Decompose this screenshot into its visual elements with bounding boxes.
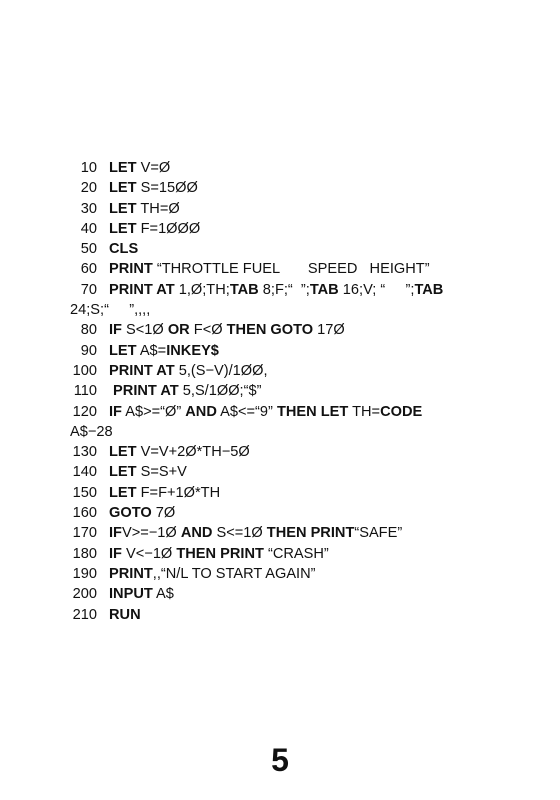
line-number: 110: [73, 383, 97, 400]
basic-keyword: THEN LET: [276, 403, 349, 420]
code-line: [0, 178, 560, 198]
line-code: [109, 280, 443, 300]
basic-keyword: CODE: [380, 403, 423, 420]
code-text: A$<=“9”: [216, 403, 277, 420]
basic-keyword: INKEY$: [166, 342, 219, 359]
line-number: 100: [72, 362, 97, 379]
code-line: [0, 523, 560, 543]
line-number: 150: [72, 484, 97, 501]
line-code: [109, 158, 170, 178]
line-code: [109, 219, 200, 239]
basic-keyword: IF: [109, 322, 122, 339]
basic-keyword: LET: [109, 342, 137, 359]
code-text: TH=: [348, 403, 381, 420]
line-code: [109, 320, 345, 340]
basic-keyword: PRINT AT: [109, 362, 175, 379]
code-line: [0, 199, 560, 219]
code-text: S=15ØØ: [136, 180, 198, 197]
code-text: ,,“N/L TO START AGAIN”: [152, 565, 316, 582]
code-text: “SAFE”: [354, 525, 403, 542]
code-line: [0, 584, 560, 604]
line-code: [109, 239, 138, 259]
basic-keyword: PRINT: [109, 565, 153, 582]
code-text: S<=1Ø: [212, 525, 267, 542]
line-code: [109, 544, 329, 564]
line-code: [109, 402, 422, 422]
line-code: [109, 442, 250, 462]
basic-keyword: THEN GOTO: [226, 322, 314, 339]
basic-keyword: THEN PRINT: [266, 525, 355, 542]
line-code: [70, 300, 150, 320]
line-code: [109, 523, 402, 543]
basic-keyword: LET: [109, 200, 137, 217]
code-line: [0, 361, 560, 381]
basic-keyword: CLS: [109, 241, 139, 258]
line-code: [109, 462, 187, 482]
basic-keyword: IF: [109, 525, 122, 542]
basic-keyword: OR: [167, 322, 190, 339]
basic-keyword: TAB: [229, 281, 259, 298]
basic-keyword: GOTO: [109, 505, 152, 522]
basic-keyword: LET: [109, 180, 137, 197]
line-number: 60: [80, 261, 97, 278]
basic-keyword: AND: [185, 403, 217, 420]
basic-keyword: TAB: [309, 281, 339, 298]
line-number: 200: [72, 586, 97, 603]
code-line: [0, 239, 560, 259]
line-code: [109, 483, 220, 503]
code-text: TH=Ø: [136, 200, 180, 217]
basic-keyword: IF: [109, 403, 122, 420]
basic-keyword: AND: [180, 525, 213, 542]
page-number: 5: [271, 742, 289, 778]
code-text: S=S+V: [136, 464, 187, 481]
code-line: [0, 462, 560, 482]
line-number: 130: [72, 444, 97, 461]
line-number: 10: [80, 160, 97, 176]
code-line: [0, 158, 560, 178]
basic-keyword: PRINT AT: [109, 383, 179, 400]
line-code: [109, 564, 316, 584]
line-code: [109, 199, 180, 219]
basic-keyword: INPUT: [109, 586, 153, 603]
code-text: 16;V; “ ”;: [338, 281, 415, 298]
line-code: [109, 259, 430, 279]
code-line: [0, 280, 560, 300]
program-listing: [0, 158, 560, 625]
code-text: 8;F;“ ”;: [258, 281, 310, 298]
line-code: [109, 381, 261, 401]
code-line: [0, 544, 560, 564]
line-number: 160: [72, 505, 97, 522]
line-number: 190: [72, 565, 97, 582]
code-line: [0, 564, 560, 584]
code-line: [0, 320, 560, 340]
code-line: [0, 605, 560, 625]
line-code: [109, 605, 141, 625]
code-text: A$−28: [70, 423, 113, 440]
line-number: 80: [80, 322, 97, 339]
line-code: [109, 361, 268, 381]
code-line-continuation: [0, 300, 560, 320]
code-line: [0, 503, 560, 523]
basic-keyword: LET: [109, 484, 137, 501]
basic-keyword: LET: [109, 160, 137, 176]
code-text: A$>=“Ø”: [121, 403, 186, 420]
basic-keyword: IF: [109, 545, 122, 562]
line-number: 170: [72, 525, 97, 542]
line-code: [109, 178, 198, 198]
code-line: [0, 483, 560, 503]
basic-keyword: LET: [109, 464, 137, 481]
line-number: 20: [80, 180, 97, 197]
basic-keyword: LET: [109, 444, 137, 461]
code-text: 7Ø: [151, 505, 176, 522]
code-line: [0, 402, 560, 422]
code-text: “CRASH”: [263, 545, 329, 562]
line-number: 90: [80, 342, 97, 359]
code-line: [0, 259, 560, 279]
basic-keyword: PRINT: [109, 261, 153, 278]
code-line: [0, 219, 560, 239]
code-text: 24;S;“ ”,,,,: [70, 302, 151, 319]
code-text: A$: [152, 586, 174, 603]
code-text: F=1ØØØ: [136, 220, 201, 237]
code-line: [0, 381, 560, 401]
code-line-continuation: [0, 422, 560, 442]
code-text: V=V+2Ø*TH−5Ø: [136, 444, 250, 461]
line-code: [109, 341, 219, 361]
code-text: A$=: [136, 342, 167, 359]
basic-keyword: TAB: [414, 281, 444, 298]
line-number: 50: [80, 241, 97, 258]
code-text: 1,Ø;TH;: [174, 281, 230, 298]
line-number: 30: [80, 200, 97, 217]
code-text: V=Ø: [136, 160, 171, 176]
line-number: 40: [80, 220, 97, 237]
line-number: 210: [72, 606, 97, 623]
line-number: 140: [72, 464, 97, 481]
line-code: [70, 422, 113, 442]
basic-keyword: PRINT AT: [109, 281, 175, 298]
line-number: 120: [72, 403, 97, 420]
code-text: 5,(S−V)/1ØØ,: [174, 362, 268, 379]
basic-keyword: THEN PRINT: [176, 545, 264, 562]
code-text: V>=−1Ø: [121, 525, 181, 542]
line-number: 180: [72, 545, 97, 562]
code-line: [0, 341, 560, 361]
code-text: 17Ø: [313, 322, 345, 339]
basic-keyword: RUN: [109, 606, 141, 623]
line-code: [109, 584, 174, 604]
code-text: 5,S/1ØØ;“$”: [178, 383, 262, 400]
code-text: V<−1Ø: [121, 545, 177, 562]
line-number: 70: [80, 281, 97, 298]
code-text: “THROTTLE FUEL SPEED HEIGHT”: [152, 261, 430, 278]
code-line: [0, 442, 560, 462]
line-code: [109, 503, 175, 523]
basic-keyword: LET: [109, 220, 137, 237]
code-text: F=F+1Ø*TH: [136, 484, 221, 501]
code-text: F<Ø: [189, 322, 227, 339]
code-text: S<1Ø: [121, 322, 168, 339]
